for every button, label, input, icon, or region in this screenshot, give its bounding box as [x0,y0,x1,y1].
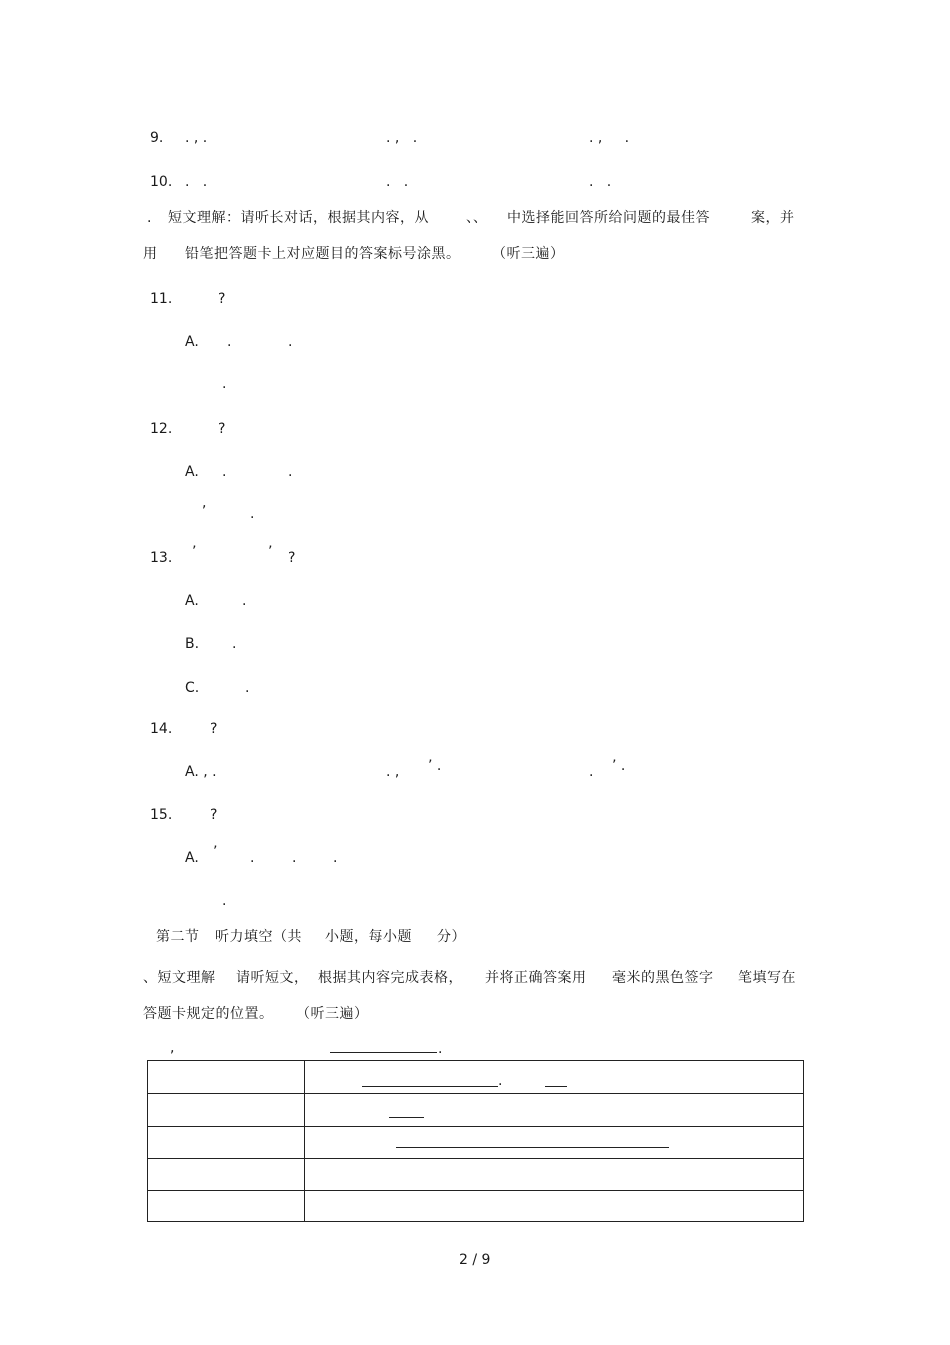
q10-number: 10. [150,174,173,190]
section-b-instruction-5: 用 [143,246,158,262]
table-heading-blank[interactable] [330,1052,437,1053]
section-b-instruction-7: （听三遍） [492,246,565,262]
q15-option-a-1: ’ [213,844,218,860]
table-row-divider [148,1158,803,1159]
table-heading-comma: , [170,1040,175,1056]
section2-instruction-5: 毫米的黑色签字 [612,970,714,986]
q14-number: 14. [150,721,173,737]
q15-option-a-3: . [292,850,297,866]
q14-option-b: . , [386,764,400,780]
q12-option-a-2: . [288,464,293,480]
q13-option-a-label: A. [185,593,199,609]
section2-instruction-3: 根据其内容完成表格， [318,970,463,986]
q13-apostrophe-1: ’ [192,544,197,560]
q13-option-b: . [232,636,237,652]
q12-option-a-label: A. [185,464,199,480]
table-column-divider [304,1061,305,1221]
section2-instruction-2: 请听短文， [236,970,309,986]
section2-title-d: 分） [437,929,466,945]
q13-option-b-label: B. [185,636,200,652]
q9-option-c: . , . [589,130,630,146]
q11-option-a-1: . [227,334,232,350]
section-b-instruction-4: 案，并 [751,210,795,226]
q13-question: ? [288,550,296,566]
section2-title-c: 小题，每小题 [325,929,412,945]
q15-question: ? [210,807,218,823]
q9-option-a: . , . [185,130,208,146]
table-row-divider [148,1190,803,1191]
q14-option-a: A. , . [185,764,217,780]
table-blank-3[interactable] [389,1117,424,1118]
section2-instruction-8: （听三遍） [296,1006,369,1022]
section-b-instruction-1: 短文理解：请听长对话，根据其内容，从 [168,210,429,226]
q9-number: 9. [150,130,164,146]
q10-option-a: . . [185,174,208,190]
section2-instruction-7: 答题卡规定的位置。 [143,1006,274,1022]
section2-title-b: 听力填空（共 [215,929,302,945]
section2-title-a: 第二节 [156,929,200,945]
section-b-dot: . [147,210,152,226]
q13-apostrophe-2: ’ [268,544,273,560]
section-b-instruction-6: 铅笔把答题卡上对应题目的答案标号涂黑。 [185,246,461,262]
q13-option-c: . [245,680,250,696]
q15-extra: . [222,893,227,909]
q10-option-b: . . [386,174,409,190]
section2-instruction-6: 笔填写在 [738,970,796,986]
q11-extra: . [222,376,227,392]
section2-instruction-1: 、短文理解 [143,970,216,986]
q12-extra-dot: . [250,506,255,522]
section2-instruction-4: 并将正确答案用 [485,970,587,986]
table-row1-dot: . [498,1073,503,1089]
q13-option-c-label: C. [185,680,200,696]
q14-option-c: . [589,764,594,780]
q15-option-a-4: . [333,850,338,866]
table-row-divider [148,1093,803,1094]
q11-option-a-label: A. [185,334,199,350]
q13-number: 13. [150,550,173,566]
q11-option-a-2: . [288,334,293,350]
q14-question: ? [210,721,218,737]
table-row-divider [148,1126,803,1127]
q12-question: ? [218,421,226,437]
table-blank-2[interactable] [545,1086,567,1087]
q13-option-a: . [242,593,247,609]
q12-extra-comma: , [202,495,207,511]
section-b-instruction-2: 、、 [466,210,487,226]
q12-option-a-1: . [222,464,227,480]
section-b-instruction-3: 中选择能回答所给问题的最佳答 [507,210,710,226]
q14-option-c-2: ’ . [612,758,626,774]
answer-table [147,1060,804,1222]
q15-option-a-label: A. [185,850,199,866]
q11-number: 11. [150,291,173,307]
q14-option-b-2: ’ . [428,758,442,774]
q15-option-a-2: . [250,850,255,866]
q9-option-b: . , . [386,130,418,146]
q15-number: 15. [150,807,173,823]
q10-option-c: . . [589,174,612,190]
table-blank-4[interactable] [396,1147,669,1148]
page-number: 2 / 9 [459,1252,491,1268]
q11-question: ? [218,291,226,307]
q12-number: 12. [150,421,173,437]
table-heading-dot: . [438,1041,443,1057]
table-blank-1[interactable] [362,1086,498,1087]
